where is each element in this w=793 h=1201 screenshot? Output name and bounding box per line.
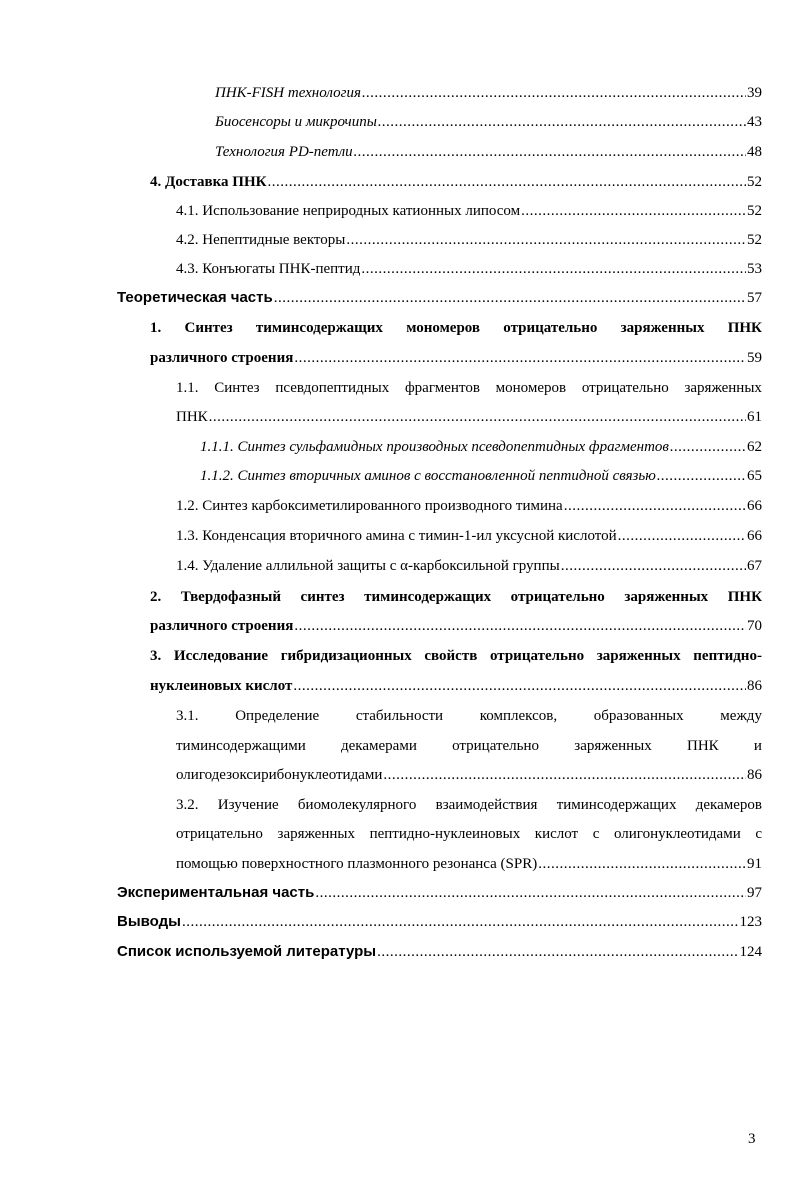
toc-entry-title: 1.2. Синтез карбоксиметилированного производного тимина xyxy=(176,498,563,514)
toc-entry[interactable] xyxy=(176,765,762,785)
toc-entry-title: Список используемой литературы xyxy=(117,943,377,960)
toc-entry-title: олигодезоксирибонуклеотидами xyxy=(176,767,383,783)
word: псевдопептидных xyxy=(275,380,390,396)
toc-entry-first-line xyxy=(150,646,762,666)
dot-leader xyxy=(561,556,746,576)
toc-entry-page: 48 xyxy=(747,144,762,160)
toc-entry-page: 124 xyxy=(739,944,762,960)
word: и xyxy=(753,738,762,754)
word: отрицательно xyxy=(489,648,585,664)
word: декамерами xyxy=(341,738,417,754)
toc-entry-title: 1.4. Удаление аллильной защиты с α-карбоксильной группы xyxy=(176,558,560,574)
word: комплексов, xyxy=(479,708,558,724)
dot-leader xyxy=(377,942,738,962)
toc-entry-title: 1.1.2. Синтез вторичных аминов с восстановленной пептидной связью xyxy=(200,468,656,484)
toc-entry-title: ПНК-FISH технология xyxy=(215,85,361,101)
word: ПНК xyxy=(687,738,719,754)
word: Синтез xyxy=(214,380,260,396)
word: 3.1. xyxy=(176,708,199,724)
word: синтез xyxy=(300,589,345,605)
word: тиминсодержащих xyxy=(556,797,677,813)
toc-entry-title: помощью поверхностного плазмонного резонанса (SPR) xyxy=(176,856,538,872)
toc-entry-title: Экспериментальная часть xyxy=(117,884,315,901)
toc-entry-first-line xyxy=(150,587,762,607)
toc-entry-page: 86 xyxy=(747,767,762,783)
dot-leader xyxy=(361,259,746,279)
toc-entry[interactable] xyxy=(150,172,762,192)
toc-entry-title: ПНК xyxy=(176,409,208,425)
word: 3.2. xyxy=(176,797,199,813)
word: ПНК xyxy=(727,320,762,336)
toc-entry-page: 52 xyxy=(747,232,762,248)
toc-entry[interactable] xyxy=(176,854,762,874)
word: биомолекулярного xyxy=(297,797,417,813)
toc-entry-first-line xyxy=(176,706,762,726)
dot-leader xyxy=(294,348,746,368)
word: свойств xyxy=(424,648,478,664)
toc-entry-title: 1.3. Конденсация вторичного амина с тимин-1-ил уксусной кислотой xyxy=(176,528,617,544)
toc-entry-page: 65 xyxy=(747,468,762,484)
toc-entry-page: 66 xyxy=(747,498,762,514)
dot-leader xyxy=(618,526,746,546)
toc-entry-page: 123 xyxy=(739,914,762,930)
toc-entry-page: 43 xyxy=(747,114,762,130)
dot-leader xyxy=(564,496,746,516)
toc-entry-page: 53 xyxy=(747,261,762,277)
word: отрицательно xyxy=(452,738,540,754)
toc-entry-page: 62 xyxy=(747,439,762,455)
dot-leader xyxy=(274,288,746,308)
toc-entry[interactable] xyxy=(117,942,762,962)
dot-leader xyxy=(383,765,746,785)
dot-leader xyxy=(294,616,746,636)
word: заряженных xyxy=(620,320,705,336)
word: фрагментов xyxy=(404,380,480,396)
word: 2. xyxy=(150,589,162,605)
toc-entry[interactable] xyxy=(215,112,762,132)
word: мономеров xyxy=(495,380,567,396)
toc-entry-page: 52 xyxy=(747,174,762,190)
word: пептидно-нуклеиновых xyxy=(369,826,521,842)
dot-leader xyxy=(670,437,746,457)
word: гибридизационных xyxy=(280,648,412,664)
word: отрицательно xyxy=(581,380,669,396)
toc-entry-page: 67 xyxy=(747,558,762,574)
toc-entry-title: различного строения xyxy=(150,350,294,366)
word: образованных xyxy=(593,708,684,724)
dot-leader xyxy=(354,142,746,162)
word: тиминсодержащих xyxy=(255,320,383,336)
toc-entry-title: 1.1.1. Синтез сульфамидных производных псевдопептидных фрагментов xyxy=(200,439,669,455)
word: Определение xyxy=(235,708,320,724)
dot-leader xyxy=(182,912,739,932)
page-number: 3 xyxy=(748,1131,756,1147)
dot-leader xyxy=(209,407,746,427)
toc-entry-page: 91 xyxy=(747,856,762,872)
toc-entry[interactable] xyxy=(117,288,762,308)
toc-entry[interactable] xyxy=(176,526,762,546)
word: Исследование xyxy=(173,648,269,664)
toc-entry[interactable] xyxy=(150,348,762,368)
toc-entry[interactable] xyxy=(176,259,762,279)
word: с xyxy=(592,826,600,842)
toc-entry[interactable] xyxy=(200,466,762,486)
toc-entry-title: 4.1. Использование неприродных катионных липосом xyxy=(176,203,521,219)
toc-entry-page: 59 xyxy=(747,350,762,366)
dot-leader xyxy=(521,201,746,221)
toc-entry-title: различного строения xyxy=(150,618,294,634)
word: заряженных xyxy=(596,648,681,664)
toc-entry-page: 70 xyxy=(747,618,762,634)
toc-entry-title: 4.3. Конъюгаты ПНК-пептид xyxy=(176,261,361,277)
word: ПНК xyxy=(727,589,762,605)
word: отрицательно xyxy=(510,589,605,605)
toc-entry[interactable] xyxy=(176,556,762,576)
toc-entry[interactable] xyxy=(176,201,762,221)
toc-entry[interactable] xyxy=(176,407,762,427)
toc-entry-page: 39 xyxy=(747,85,762,101)
word: стабильности xyxy=(355,708,444,724)
word: тиминсодержащими xyxy=(176,738,306,754)
toc-entry-page: 66 xyxy=(747,528,762,544)
toc-entry-first-line xyxy=(150,318,762,338)
dot-leader xyxy=(346,230,746,250)
word: 3. xyxy=(150,648,162,664)
toc-entry[interactable] xyxy=(176,496,762,516)
word: заряженных xyxy=(624,589,709,605)
toc-entry[interactable] xyxy=(215,83,762,103)
toc-entry-title: Теоретическая часть xyxy=(117,289,273,306)
toc-entry[interactable] xyxy=(117,883,762,903)
word: декамеров xyxy=(695,797,762,813)
word: отрицательно xyxy=(503,320,598,336)
toc-entry-page: 52 xyxy=(747,203,762,219)
word: кислот xyxy=(534,826,579,842)
toc-entry-title: нуклеиновых кислот xyxy=(150,678,293,694)
dot-leader xyxy=(268,172,746,192)
word: мономеров xyxy=(406,320,481,336)
dot-leader xyxy=(293,676,746,696)
word: Изучение xyxy=(217,797,279,813)
word: заряженных xyxy=(574,738,652,754)
toc-entry[interactable] xyxy=(215,142,762,162)
toc-entry[interactable] xyxy=(176,230,762,250)
word: заряженных xyxy=(277,826,355,842)
word: олигонуклеотидами xyxy=(613,826,741,842)
toc-entry-title: Биосенсоры и микрочипы xyxy=(215,114,377,130)
toc-entry-title: Технология PD-петли xyxy=(215,144,353,160)
dot-leader xyxy=(538,854,746,874)
toc-entry[interactable] xyxy=(150,676,762,696)
toc-entry-second-line xyxy=(176,736,762,756)
word: заряженных xyxy=(684,380,762,396)
dot-leader xyxy=(657,466,746,486)
word: с xyxy=(755,826,762,842)
word: взаимодействия xyxy=(435,797,538,813)
toc-entry-title: 4.2. Непептидные векторы xyxy=(176,232,346,248)
toc-entry-page: 97 xyxy=(747,885,762,901)
word: пептидно- xyxy=(693,648,762,664)
toc-entry-page: 61 xyxy=(747,409,762,425)
word: тиминсодержащих xyxy=(364,589,492,605)
toc-entry-first-line xyxy=(176,795,762,815)
toc-entry-first-line xyxy=(176,378,762,398)
word: Твердофазный xyxy=(180,589,281,605)
dot-leader xyxy=(362,83,746,103)
word: между xyxy=(720,708,762,724)
toc-entry-title: 4. Доставка ПНК xyxy=(150,174,267,190)
word: Синтез xyxy=(184,320,233,336)
toc-entry-page: 86 xyxy=(747,678,762,694)
toc-entry-page: 57 xyxy=(747,290,762,306)
word: 1. xyxy=(150,320,162,336)
toc-entry[interactable] xyxy=(117,912,762,932)
word: 1.1. xyxy=(176,380,199,396)
toc-entry[interactable] xyxy=(150,616,762,636)
word: отрицательно xyxy=(176,826,263,842)
dot-leader xyxy=(315,883,746,903)
toc-entry-title: Выводы xyxy=(117,913,181,930)
toc-entry[interactable] xyxy=(200,437,762,457)
toc-entry-second-line xyxy=(176,824,762,844)
dot-leader xyxy=(378,112,746,132)
